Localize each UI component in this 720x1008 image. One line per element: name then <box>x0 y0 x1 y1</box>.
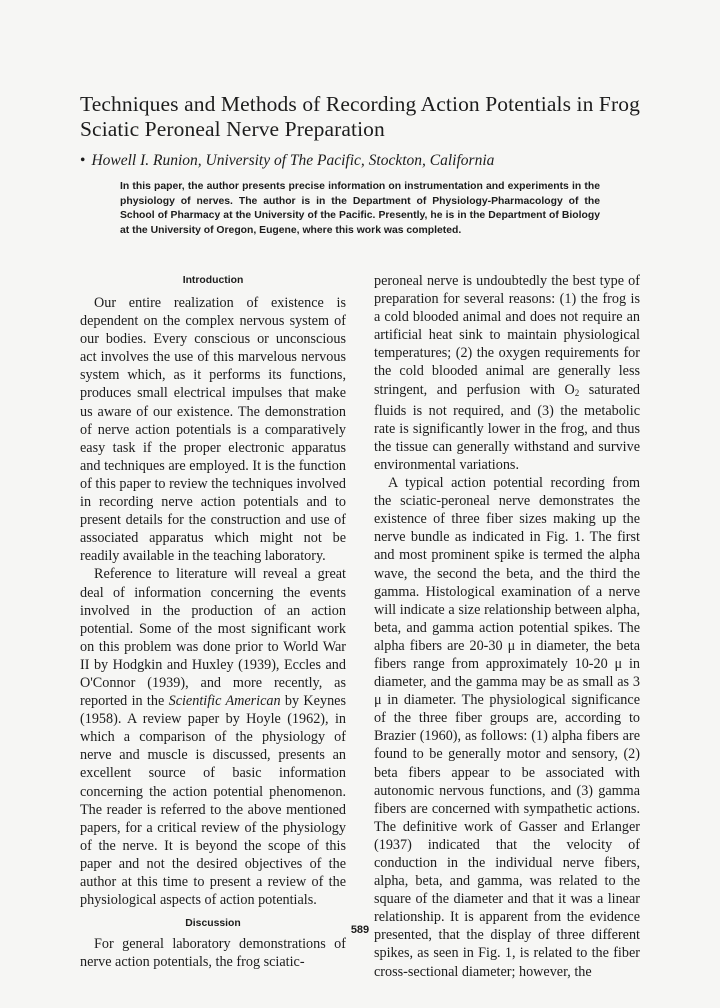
abstract: In this paper, the author presents precise information on instrumentation and experiments in the physiology of nerves. The author is in the Department of Physiology-Pharmacology of the School of Pharmacy at the University of the Pacific. Presently, he is in the Department of Biology at the University of Oregon, Eugene, where this work was completed. <box>120 181 600 236</box>
introduction-paragraph-1: Our entire realization of existence is dependent on the complex nervous system of our bodies. Every conscious or unconscious act involves the use of this marvelous nervous system which, as it performs its functions, produces small electrical impulses that make us aware of our existence. The demonstration of nerve action potentials is a comparatively easy task if the proper electronic apparatus and techniques are employed. It is the function of this paper to review the techniques involved in recording nerve action potentials and to present details for the construction and use of associated apparatus which might not be readily available in the teaching laboratory. <box>80 295 346 565</box>
introduction-heading: Introduction <box>182 275 244 286</box>
discussion-paragraph-1-continued <box>374 272 640 474</box>
right-column <box>374 272 640 981</box>
discussion-paragraph-2: A typical action potential recording from the sciatic-peroneal nerve demonstrates the existence of three fiber sizes making up the nerve bundle as indicated in Fig. 1. The first and most prominent spike is termed the alpha wave, the second the beta, and the third the gamma. Histological examination of a nerve will indicate a size relationship between alpha, beta, and gamma action potential spikes. The alpha fibers are 20-30 μ in diameter, the beta fibers range from approximately 10-20 μ in diameter, and the gamma may be as small as 3 μ in diameter. The physiological significance of the three fiber groups are, according to Brazier (1960), as follows: (1) alpha fibers are found to be generally motor and sensory, (2) beta fibers appear to be associated with autonomic nervous functions, and (3) gamma fibers are concerned with sympathetic actions. The definitive work of Gasser and Erlanger (1937) indicated that the velocity of conduction in the individual nerve fibers, alpha, beta, and gamma, was related to the square of the diameter and that it was a linear relationship. It is apparent from the evidence presented, that the display of three different spikes, as seen in Fig. 1, is related to the fiber cross-sectional diameter; however, the <box>374 475 640 980</box>
introduction-paragraph-2-text-b: by Keynes (1958). A review paper by Hoyle (1962), in which a comparison of the physiology of nerve and muscle is discussed, presents an excellent source of basic information concerning the action potential phenomenon. The reader is referred to the above mentioned papers, for a critical review of the physiology of the nerve. It is beyond the scope of this paper and not the desired objectives of the author at this time to present a review of the physiological aspects of action potentials. <box>80 693 346 909</box>
author-line <box>80 152 680 170</box>
oxygen-subscript: 2 <box>574 387 580 398</box>
introduction-paragraph-2-text-a: Reference to literature will reveal a great deal of information concerning the events involved in the production of an action potential. Some of the most significant work on this problem was done prior to World War II by Hodgkin and Huxley (1939), Eccles and O'Connor (1939), and more recently, as reported in the <box>80 566 346 710</box>
introduction-paragraph-2 <box>80 565 346 909</box>
author-name: Howell I. Runion, University of The Pacific, Stockton, California <box>91 152 495 169</box>
journal-name: Scientific American <box>168 693 281 710</box>
discussion-heading: Discussion <box>185 918 241 930</box>
discussion-p1-text-b: saturated fluids is not required, and (3) the metabolic rate is significantly lower in the frog, and thus the tissue can generally withstand and survive environmental variations. <box>374 381 640 473</box>
article-title: Techniques and Methods of Recording Action Potentials in Frog Sciatic Peroneal Nerve Preparation <box>80 92 640 141</box>
discussion-paragraph-1: For general laboratory demonstrations of nerve action potentials, the frog sciatic- <box>80 936 346 971</box>
left-column <box>80 272 346 971</box>
bullet-icon: • <box>80 152 86 169</box>
page-number: 589 <box>350 924 370 936</box>
discussion-p1-text-a: peroneal nerve is undoubtedly the best type of preparation for several reasons: (1) the frog is a cold blooded animal and does not require an artificial heat sink to maintain physiological temperatures; (2) the oxygen requirements for the cold blooded animal are generally less stringent, and perfusion with O <box>374 273 640 398</box>
